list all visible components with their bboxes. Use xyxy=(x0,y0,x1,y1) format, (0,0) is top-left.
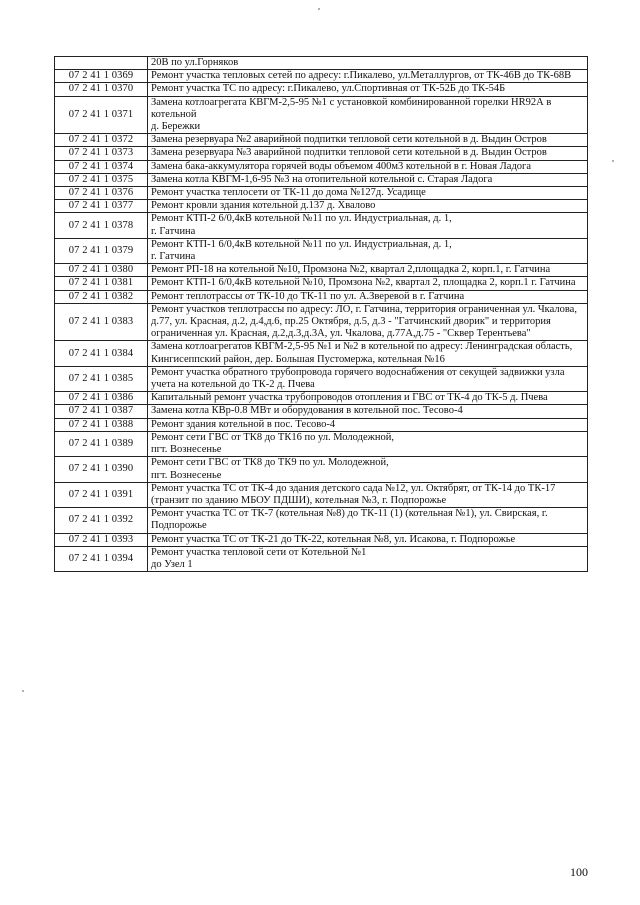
table-row xyxy=(55,264,588,277)
row-description: Ремонт участка теплосети от ТК-11 до дома №127д. Усадище xyxy=(148,187,588,200)
budget-codes-table xyxy=(54,56,588,572)
row-code: 07 2 41 1 0392 xyxy=(55,508,148,533)
row-code: 07 2 41 1 0389 xyxy=(55,431,148,456)
row-code: 07 2 41 1 0390 xyxy=(55,457,148,482)
row-description: Капитальный ремонт участка трубопроводов отопления и ГВС от ТК-4 до ТК-5 д. Пчева xyxy=(148,392,588,405)
row-description: Ремонт КТП-1 6/0,4кВ котельной №10, Промзона №2, квартал 2, площадка 2, корп.1 г. Гатчина xyxy=(148,277,588,290)
row-description: Замена резервуара №3 аварийной подпитки тепловой сети котельной в д. Выдин Остров xyxy=(148,147,588,160)
row-description: Ремонт КТП-1 6/0,4кВ котельной №11 по ул. Индустриальная, д. 1, г. Гатчина xyxy=(148,238,588,263)
row-description: Замена резервуара №2 аварийной подпитки тепловой сети котельной в д. Выдин Остров xyxy=(148,134,588,147)
table-row xyxy=(55,160,588,173)
table-row xyxy=(55,290,588,303)
table-row xyxy=(55,83,588,96)
table-row xyxy=(55,57,588,70)
row-description: Ремонт участка обратного трубопровода горячего водоснабжения от секущей задвижки узла учета на котельной до ТК-2 д. Пчева xyxy=(148,366,588,391)
row-description: Ремонт теплотрассы от ТК-10 до ТК-11 по ул. А.Зверевой в г. Гатчина xyxy=(148,290,588,303)
table-row xyxy=(55,134,588,147)
row-description: Ремонт здания котельной в пос. Тесово-4 xyxy=(148,418,588,431)
table-row xyxy=(55,418,588,431)
row-description: Ремонт участка тепловых сетей по адресу: г.Пикалево, ул.Металлургов, от ТК-46В до ТК-68В xyxy=(148,70,588,83)
row-description: Замена котлоагрегата КВГМ-2,5-95 №1 с установкой комбинированной горелки HR92А в котельной д. Бережки xyxy=(148,96,588,134)
table-row xyxy=(55,187,588,200)
scan-speck xyxy=(318,8,320,10)
row-description: Ремонт сети ГВС от ТК8 до ТК16 по ул. Молодежной, пгт. Вознесенье xyxy=(148,431,588,456)
table-row xyxy=(55,508,588,533)
table-row xyxy=(55,277,588,290)
row-description: Ремонт участка ТС от ТК-7 (котельная №8) до ТК-11 (1) (котельная №1), ул. Свирская, г. Подпорожье xyxy=(148,508,588,533)
row-description: Ремонт участков теплотрассы по адресу: ЛО, г. Гатчина, территория ограниченная ул. Чкалова, д.77, ул. Красная, д.2, д.4,д.6, пр.25 Октября, д.5, д.3 - "Гатчинский дворик" и территория ограниченная ул. Красная, д.2,д.3,д.3А, ул. Чкалова, д.77А,д.75 - "Сквер Терентьева" xyxy=(148,303,588,341)
row-code: 07 2 41 1 0383 xyxy=(55,303,148,341)
row-code: 07 2 41 1 0380 xyxy=(55,264,148,277)
row-code: 07 2 41 1 0369 xyxy=(55,70,148,83)
table-row xyxy=(55,457,588,482)
table-row xyxy=(55,405,588,418)
table-row xyxy=(55,213,588,238)
row-description: 20В по ул.Горняков xyxy=(148,57,588,70)
row-code: 07 2 41 1 0373 xyxy=(55,147,148,160)
row-code: 07 2 41 1 0382 xyxy=(55,290,148,303)
row-code: 07 2 41 1 0378 xyxy=(55,213,148,238)
row-code: 07 2 41 1 0377 xyxy=(55,200,148,213)
row-description: Ремонт РП-18 на котельной №10, Промзона №2, квартал 2,площадка 2, корп.1, г. Гатчина xyxy=(148,264,588,277)
row-description: Замена котлоагрегатов КВГМ-2,5-95 №1 и №2 в котельной по адресу: Ленинградская область, Кингисеппский район, дер. Большая Пустомержа, котельная №16 xyxy=(148,341,588,366)
row-code: 07 2 41 1 0393 xyxy=(55,533,148,546)
row-code: 07 2 41 1 0370 xyxy=(55,83,148,96)
row-code: 07 2 41 1 0372 xyxy=(55,134,148,147)
table-row xyxy=(55,200,588,213)
table-row xyxy=(55,96,588,134)
row-description: Ремонт кровли здания котельной д.137 д. Хвалово xyxy=(148,200,588,213)
row-code: 07 2 41 1 0379 xyxy=(55,238,148,263)
row-code: 07 2 41 1 0374 xyxy=(55,160,148,173)
row-description: Ремонт участка ТС от ТК-21 до ТК-22, котельная №8, ул. Исакова, г. Подпорожье xyxy=(148,533,588,546)
row-description: Ремонт участка ТС от ТК-4 до здания детского сада №12, ул. Октябрят, от ТК-14 до ТК-17 (транзит по зданию МБОУ ПДШИ), котельная №3, г. Подпорожье xyxy=(148,482,588,507)
row-code: 07 2 41 1 0384 xyxy=(55,341,148,366)
row-description: Ремонт участка ТС по адресу: г.Пикалево, ул.Спортивная от ТК-52Б до ТК-54Б xyxy=(148,83,588,96)
table-row xyxy=(55,341,588,366)
table-row xyxy=(55,70,588,83)
table-row xyxy=(55,546,588,571)
table-row xyxy=(55,173,588,186)
row-description: Ремонт КТП-2 6/0,4кВ котельной №11 по ул. Индустриальная, д. 1, г. Гатчина xyxy=(148,213,588,238)
row-description: Ремонт сети ГВС от ТК8 до ТК9 по ул. Молодежной, пгт. Вознесенье xyxy=(148,457,588,482)
table-row xyxy=(55,147,588,160)
table-row xyxy=(55,533,588,546)
row-code: 07 2 41 1 0388 xyxy=(55,418,148,431)
page-number: 100 xyxy=(570,865,588,879)
row-description: Замена бака-аккумулятора горячей воды объемом 400м3 котельной в г. Новая Ладога xyxy=(148,160,588,173)
row-code: 07 2 41 1 0381 xyxy=(55,277,148,290)
table-row xyxy=(55,366,588,391)
row-code: 07 2 41 1 0387 xyxy=(55,405,148,418)
table-row xyxy=(55,303,588,341)
row-code: 07 2 41 1 0385 xyxy=(55,366,148,391)
row-code: 07 2 41 1 0376 xyxy=(55,187,148,200)
table-row xyxy=(55,482,588,507)
row-code: 07 2 41 1 0375 xyxy=(55,173,148,186)
row-description: Ремонт участка тепловой сети от Котельной №1 до Узел 1 xyxy=(148,546,588,571)
row-code: 07 2 41 1 0394 xyxy=(55,546,148,571)
row-code: 07 2 41 1 0386 xyxy=(55,392,148,405)
row-description: Замена котла КВр-0.8 МВт и оборудования в котельной пос. Тесово-4 xyxy=(148,405,588,418)
table-row xyxy=(55,431,588,456)
table-row xyxy=(55,238,588,263)
table-body xyxy=(55,57,588,572)
scan-speck xyxy=(612,160,614,162)
row-code: 07 2 41 1 0371 xyxy=(55,96,148,134)
table-row xyxy=(55,392,588,405)
scan-speck xyxy=(22,690,24,692)
row-description: Замена котла КВГМ-1,6-95 №3 на отопительной котельной с. Старая Ладога xyxy=(148,173,588,186)
row-code: 07 2 41 1 0391 xyxy=(55,482,148,507)
row-code xyxy=(55,57,148,70)
